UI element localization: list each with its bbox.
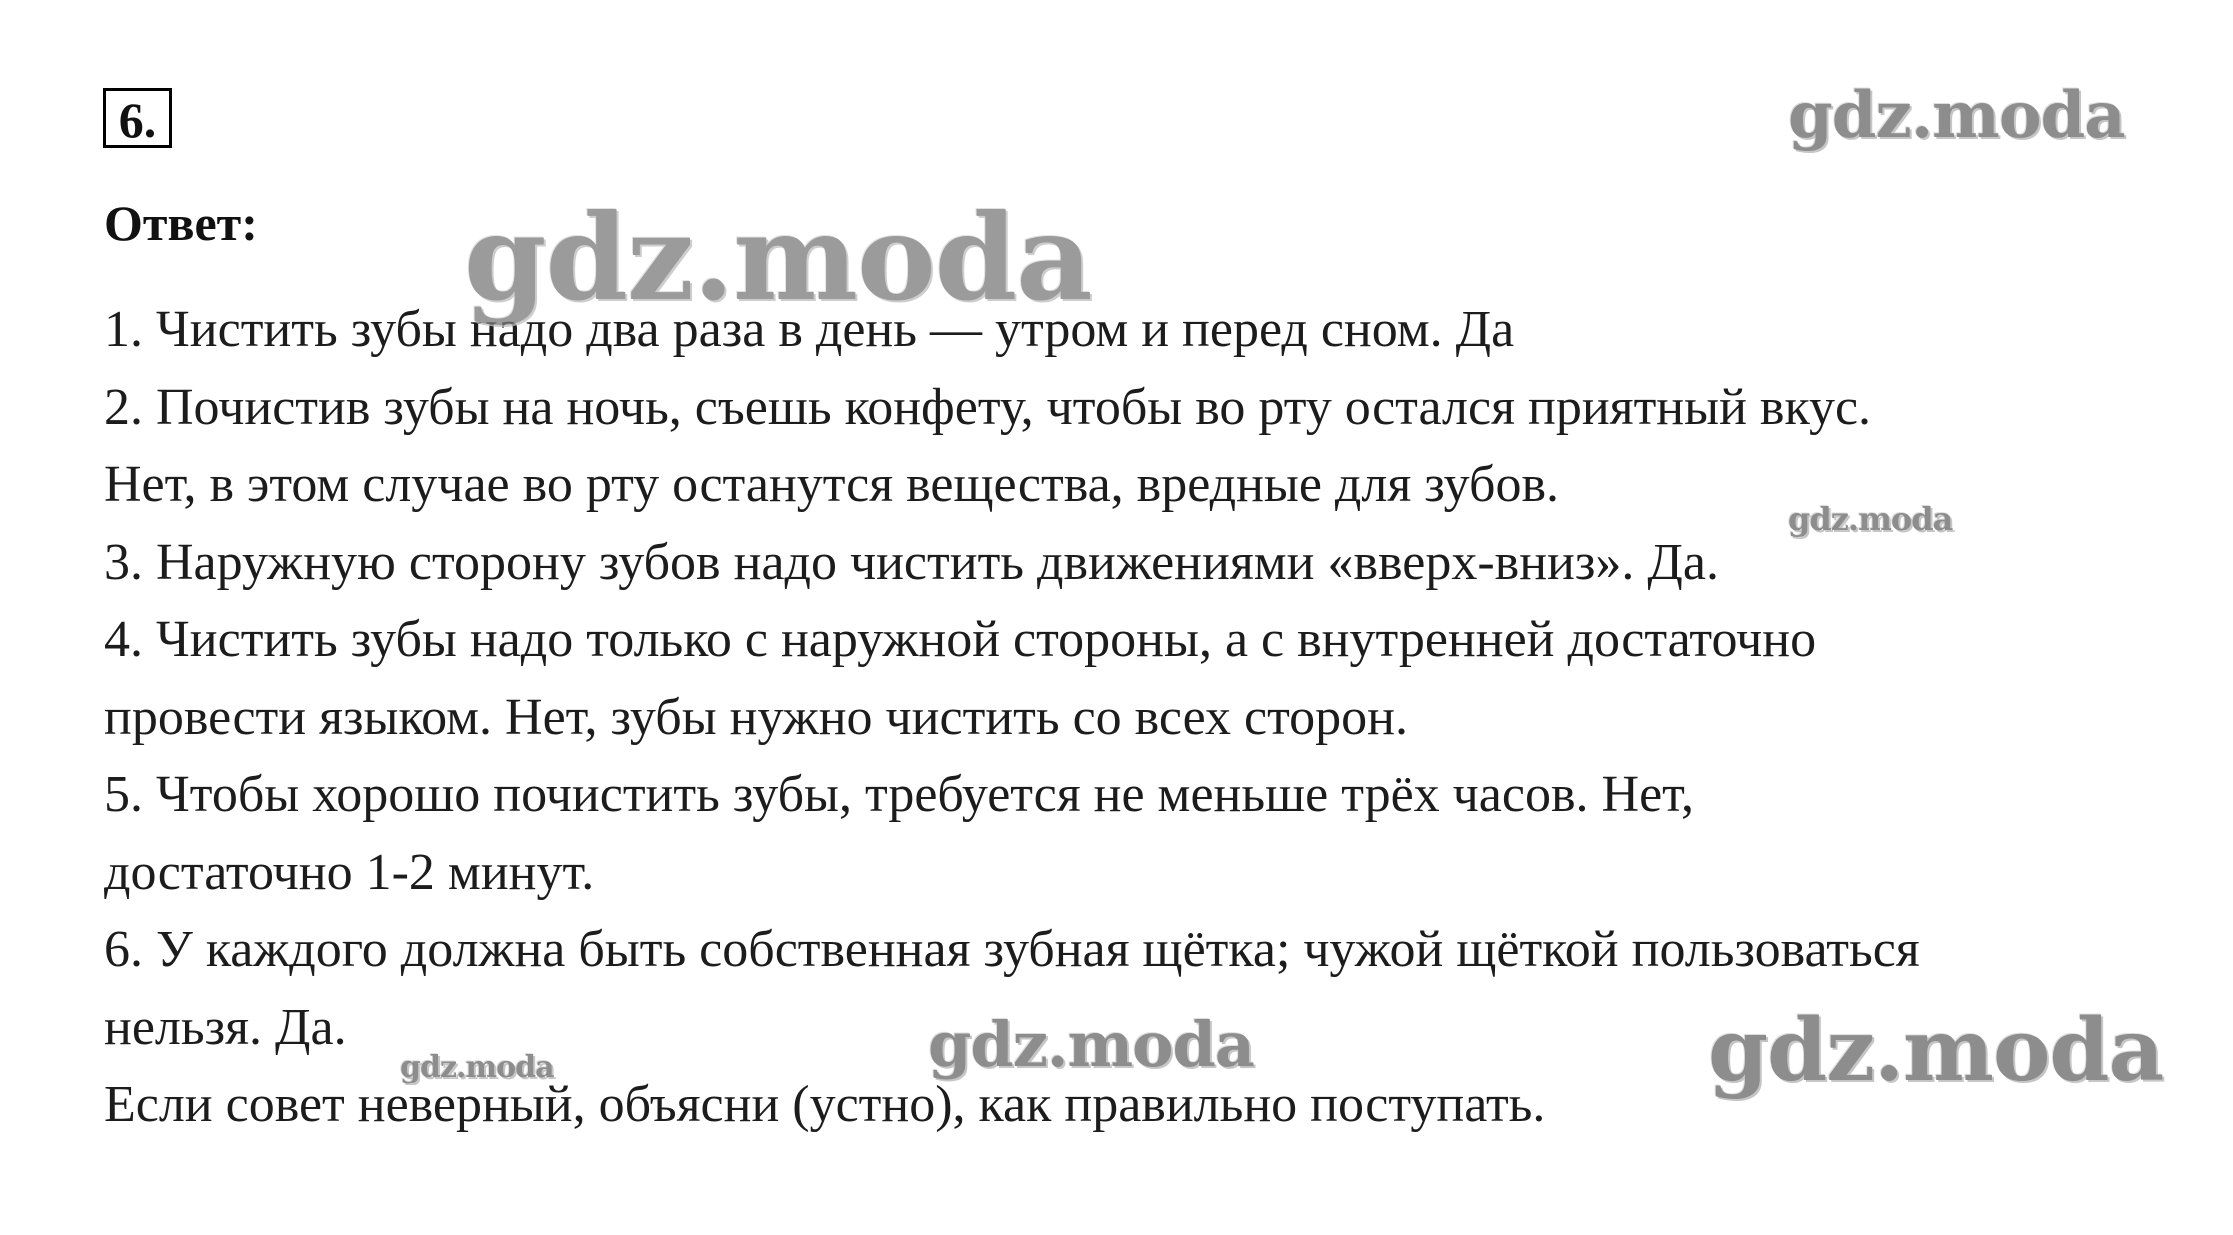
answer-line: 4. Чистить зубы надо только с наружной стороны, а с внутренней достаточно	[104, 611, 1817, 668]
answer-body	[104, 291, 2224, 1144]
answer-line: 3. Наружную сторону зубов надо чистить движениями «вверх-вниз». Да.	[104, 533, 1719, 591]
watermark-logo: gdz.moda	[1788, 500, 1953, 538]
answer-line: Нет, в этом случае во рту останутся вещества, вредные для зубов.	[104, 456, 1560, 513]
watermark-logo: gdz.moda	[1788, 78, 2125, 153]
watermark-logo: gdz.moda	[1708, 1000, 2164, 1101]
answer-line: провести языком. Нет, зубы нужно чистить со всех сторон.	[104, 688, 1408, 746]
watermark-logo: gdz.moda	[400, 1050, 554, 1085]
answer-line: 2. Почистив зубы на ночь, съешь конфету, чтобы во рту остался приятный вкус.	[104, 378, 1872, 436]
answer-line: нельзя. Да.	[104, 998, 347, 1056]
answer-line: 1. Чистить зубы надо два раза в день — утром и перед сном. Да	[104, 301, 1515, 358]
answer-line: 6. У каждого должна быть собственная зубная щётка; чужой щёткой пользоваться	[104, 921, 1920, 978]
answer-line: 5. Чтобы хорошо почистить зубы, требуется не меньше трёх часов. Нет,	[104, 766, 1694, 823]
answer-line: достаточно 1-2 минут.	[104, 843, 595, 901]
task-number-box: 6.	[103, 88, 172, 148]
answer-line: Если совет неверный, объясни (устно), как правильно поступать.	[104, 1076, 1546, 1133]
watermark-logo: gdz.moda	[928, 1008, 1254, 1081]
answer-heading: Ответ:	[104, 195, 258, 251]
watermark-logo: gdz.moda	[464, 188, 1092, 327]
